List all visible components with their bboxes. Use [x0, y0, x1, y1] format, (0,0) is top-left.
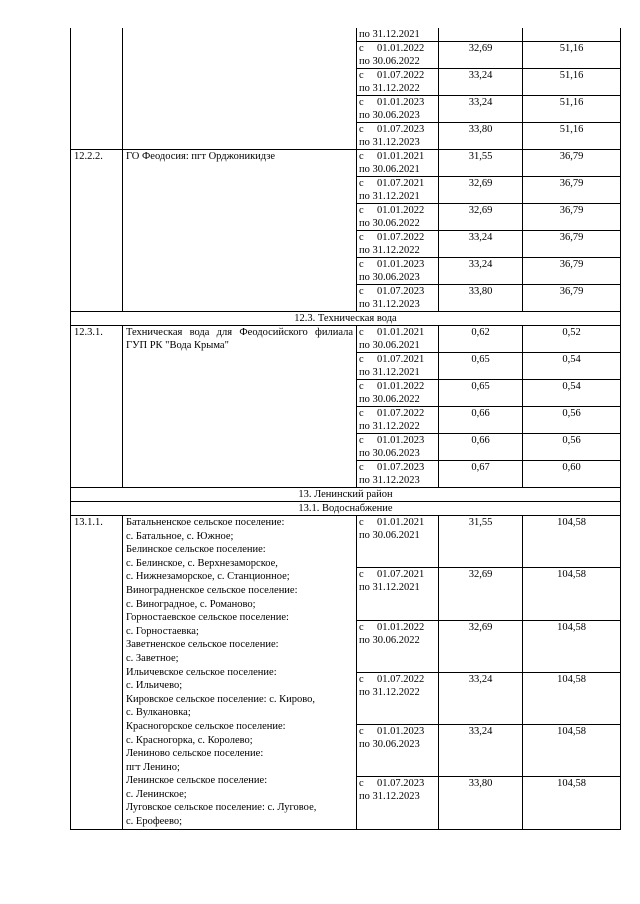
settlement-line: с. Виноградное, с. Романово; [126, 598, 256, 610]
period-from [359, 516, 436, 529]
period-to: по 31.12.2021 [359, 29, 420, 40]
period-from [359, 461, 436, 474]
period-from [359, 568, 436, 581]
period-from-date: 01.07.2023 [377, 778, 425, 790]
tariff-value-1: 31,55 [439, 516, 523, 568]
period-cell [357, 177, 439, 204]
tariff-value-1: 0,66 [439, 407, 523, 434]
tariff-value-1: 33,24 [439, 96, 523, 123]
tariff-value-1: 0,66 [439, 434, 523, 461]
period-from-date: 01.07.2022 [377, 70, 425, 81]
settlement-line: с. Батальное, с. Южное; [126, 530, 234, 542]
period-from-date: 01.07.2023 [377, 462, 425, 473]
period-to: по 30.06.2021 [359, 164, 420, 175]
period-to: по 31.12.2021 [359, 582, 420, 594]
tariff-value-2: 104,58 [523, 516, 621, 568]
row-name-cell: Техническая вода для Феодосийского филиала ГУП РК "Вода Крыма" [123, 326, 357, 488]
period-from-prefix: с [359, 354, 364, 365]
period-to: по 31.12.2021 [359, 367, 420, 378]
period-cell [357, 96, 439, 123]
period-cell [357, 28, 439, 42]
tariff-value-1: 33,24 [439, 258, 523, 285]
period-from-prefix: с [359, 43, 364, 54]
section-row [71, 312, 621, 326]
period-from-date: 01.01.2022 [377, 381, 425, 392]
settlement-line: Ильичевское сельское поселение: [126, 666, 277, 678]
tariff-value-1: 31,55 [439, 150, 523, 177]
settlement-line: Красногорское сельское поселение: [126, 720, 286, 732]
tariff-value-2: 0,52 [523, 326, 621, 353]
tariff-value-2: 36,79 [523, 258, 621, 285]
period-from-date: 01.01.2021 [377, 517, 425, 528]
period-from [359, 673, 436, 686]
period-from-prefix: с [359, 124, 364, 135]
period-from-prefix: с [359, 673, 364, 685]
period-from [359, 285, 436, 298]
period-cell [357, 150, 439, 177]
period-cell [357, 777, 439, 829]
settlement-line: Батальненское сельское поселение: [126, 517, 285, 528]
tariff-value-2: 104,58 [523, 777, 621, 829]
settlement-line: Кировское сельское поселение: с. Кирово, [126, 693, 315, 705]
section-row-title: 13. Ленинский район [71, 488, 621, 502]
tariff-value-2: 36,79 [523, 150, 621, 177]
row-name-cell [123, 28, 357, 150]
period-to: по 30.06.2023 [359, 110, 420, 121]
row-name-cell [123, 516, 357, 830]
period-from-prefix: с [359, 517, 364, 528]
period-from [359, 69, 436, 82]
period-from-prefix: с [359, 259, 364, 270]
period-to: по 30.06.2021 [359, 340, 420, 351]
settlement-line: с. Ильичево; [126, 680, 183, 692]
period-from-date: 01.01.2021 [377, 151, 425, 162]
tariff-value-1: 32,69 [439, 620, 523, 672]
row-number-cell: 12.3.1. [71, 326, 123, 488]
period-from-date: 01.01.2023 [377, 726, 425, 738]
period-from-date: 01.07.2021 [377, 178, 425, 189]
tariff-value-1: 32,69 [439, 177, 523, 204]
period-to: по 31.12.2022 [359, 245, 420, 256]
period-to: по 30.06.2022 [359, 634, 420, 646]
settlement-line: Виноградненское сельское поселение: [126, 584, 298, 596]
row-number-cell: 12.2.2. [71, 150, 123, 312]
period-cell [357, 353, 439, 380]
period-cell [357, 69, 439, 96]
settlement-line: Горностаевское сельское поселение: [126, 612, 289, 624]
tariff-table [70, 28, 621, 830]
tariff-value-1: 33,24 [439, 231, 523, 258]
tariff-value-2: 36,79 [523, 177, 621, 204]
tariff-value-1 [439, 28, 523, 42]
period-from-date: 01.01.2023 [377, 435, 425, 446]
tariff-value-2: 36,79 [523, 285, 621, 312]
tariff-value-2: 104,58 [523, 568, 621, 620]
period-from-date: 01.07.2021 [377, 354, 425, 365]
period-to: по 30.06.2023 [359, 272, 420, 283]
tariff-value-2: 0,56 [523, 407, 621, 434]
period-to: по 31.12.2022 [359, 686, 420, 698]
tariff-value-2: 104,58 [523, 672, 621, 724]
period-cell [357, 231, 439, 258]
period-to: по 31.12.2023 [359, 475, 420, 486]
period-from-date: 01.07.2021 [377, 569, 425, 581]
period-from [359, 621, 436, 634]
period-cell [357, 407, 439, 434]
period-from [359, 42, 436, 55]
tariff-value-1: 33,80 [439, 123, 523, 150]
period-cell [357, 672, 439, 724]
tariff-value-1: 32,69 [439, 568, 523, 620]
table-row [71, 28, 621, 42]
period-from-date: 01.07.2023 [377, 124, 425, 135]
table-row [71, 150, 621, 177]
tariff-table-page [70, 28, 620, 830]
period-from [359, 326, 436, 339]
tariff-value-2: 51,16 [523, 69, 621, 96]
period-to: по 31.12.2022 [359, 421, 420, 432]
settlement-line: с. Ерофеево; [126, 816, 183, 828]
period-from-prefix: с [359, 408, 364, 419]
period-from [359, 123, 436, 136]
period-to: по 30.06.2022 [359, 394, 420, 405]
settlement-line: Луговское сельское поселение: с. Луговое, [126, 802, 317, 814]
settlement-line: Заветненское сельское поселение: [126, 639, 279, 651]
period-to: по 30.06.2022 [359, 56, 420, 67]
tariff-value-1: 33,80 [439, 285, 523, 312]
period-from-prefix: с [359, 621, 364, 633]
subsection-row-title: 13.1. Водоснабжение [71, 502, 621, 516]
period-from-date: 01.01.2022 [377, 43, 425, 54]
period-cell [357, 516, 439, 568]
tariff-value-2: 0,56 [523, 434, 621, 461]
period-to: по 30.06.2022 [359, 218, 420, 229]
period-to: по 30.06.2023 [359, 448, 420, 459]
period-from-prefix: с [359, 286, 364, 297]
table-row [71, 326, 621, 353]
period-from [359, 434, 436, 447]
period-from [359, 150, 436, 163]
period-from [359, 258, 436, 271]
settlement-line: с. Красногорка, с. Королево; [126, 734, 253, 746]
period-cell [357, 725, 439, 777]
period-from [359, 777, 436, 790]
settlement-line: с. Белинское, с. Верхнезаморское, [126, 557, 278, 569]
period-from-date: 01.01.2022 [377, 621, 425, 633]
tariff-value-2 [523, 28, 621, 42]
period-cell [357, 285, 439, 312]
period-cell [357, 461, 439, 488]
tariff-value-1: 0,67 [439, 461, 523, 488]
period-from-prefix: с [359, 205, 364, 216]
tariff-value-1: 0,65 [439, 380, 523, 407]
tariff-value-2: 36,79 [523, 231, 621, 258]
period-from [359, 353, 436, 366]
period-from-prefix: с [359, 435, 364, 446]
tariff-value-2: 0,54 [523, 353, 621, 380]
period-from-date: 01.07.2022 [377, 673, 425, 685]
settlement-line: пгт Ленино; [126, 761, 180, 773]
period-from [359, 231, 436, 244]
period-from-date: 01.07.2022 [377, 408, 425, 419]
tariff-value-2: 104,58 [523, 725, 621, 777]
row-number-cell [71, 28, 123, 150]
tariff-value-2: 0,54 [523, 380, 621, 407]
period-from-date: 01.01.2022 [377, 205, 425, 216]
settlement-line: Лениново сельское поселение: [126, 748, 264, 760]
period-cell [357, 434, 439, 461]
section-row-title: 12.3. Техническая вода [71, 312, 621, 326]
period-from-date: 01.07.2022 [377, 232, 425, 243]
period-cell [357, 258, 439, 285]
period-cell [357, 204, 439, 231]
settlement-line: с. Нижнезаморское, с. Станционное; [126, 571, 290, 583]
tariff-value-2: 51,16 [523, 96, 621, 123]
period-from [359, 380, 436, 393]
period-to: по 31.12.2023 [359, 791, 420, 803]
row-number-cell: 13.1.1. [71, 516, 123, 830]
period-to: по 31.12.2021 [359, 191, 420, 202]
tariff-value-1: 33,24 [439, 69, 523, 96]
period-from [359, 96, 436, 109]
period-from [359, 177, 436, 190]
tariff-value-2: 0,60 [523, 461, 621, 488]
period-from-prefix: с [359, 569, 364, 581]
settlement-line: с. Вулкановка; [126, 707, 191, 719]
tariff-value-1: 0,65 [439, 353, 523, 380]
tariff-value-2: 51,16 [523, 42, 621, 69]
period-from-prefix: с [359, 726, 364, 738]
period-cell [357, 380, 439, 407]
tariff-value-1: 33,24 [439, 725, 523, 777]
tariff-value-2: 104,58 [523, 620, 621, 672]
tariff-value-2: 51,16 [523, 123, 621, 150]
period-cell [357, 42, 439, 69]
period-from [359, 407, 436, 420]
tariff-value-1: 0,62 [439, 326, 523, 353]
period-to: по 31.12.2023 [359, 299, 420, 310]
period-from-prefix: с [359, 232, 364, 243]
period-from-prefix: с [359, 381, 364, 392]
row-name-cell: ГО Феодосия: пгт Орджоникидзе [123, 150, 357, 312]
settlement-line: с. Ленинское; [126, 788, 187, 800]
period-from-prefix: с [359, 778, 364, 790]
period-to: по 30.06.2021 [359, 530, 420, 541]
settlement-line: Ленинское сельское поселение: [126, 775, 268, 787]
period-to: по 31.12.2022 [359, 83, 420, 94]
period-from-date: 01.01.2021 [377, 327, 425, 338]
subsection-row [71, 502, 621, 516]
period-from-prefix: с [359, 97, 364, 108]
table-row [71, 516, 621, 568]
period-cell [357, 123, 439, 150]
settlement-line: Белинское сельское поселение: [126, 544, 266, 556]
tariff-value-1: 32,69 [439, 42, 523, 69]
period-from-date: 01.07.2023 [377, 286, 425, 297]
period-from [359, 204, 436, 217]
tariff-value-2: 36,79 [523, 204, 621, 231]
period-from-prefix: с [359, 151, 364, 162]
period-from-date: 01.01.2023 [377, 259, 425, 270]
period-from-prefix: с [359, 327, 364, 338]
section-row [71, 488, 621, 502]
settlement-line: с. Заветное; [126, 652, 179, 664]
period-from-prefix: с [359, 70, 364, 81]
period-cell [357, 326, 439, 353]
period-from [359, 725, 436, 738]
tariff-value-1: 33,24 [439, 672, 523, 724]
period-cell [357, 620, 439, 672]
period-to: по 30.06.2023 [359, 739, 420, 751]
period-cell [357, 568, 439, 620]
period-from-prefix: с [359, 462, 364, 473]
tariff-value-1: 33,80 [439, 777, 523, 829]
period-from-date: 01.01.2023 [377, 97, 425, 108]
settlement-line: с. Горностаевка; [126, 625, 199, 637]
period-to: по 31.12.2023 [359, 137, 420, 148]
tariff-value-1: 32,69 [439, 204, 523, 231]
period-from-prefix: с [359, 178, 364, 189]
